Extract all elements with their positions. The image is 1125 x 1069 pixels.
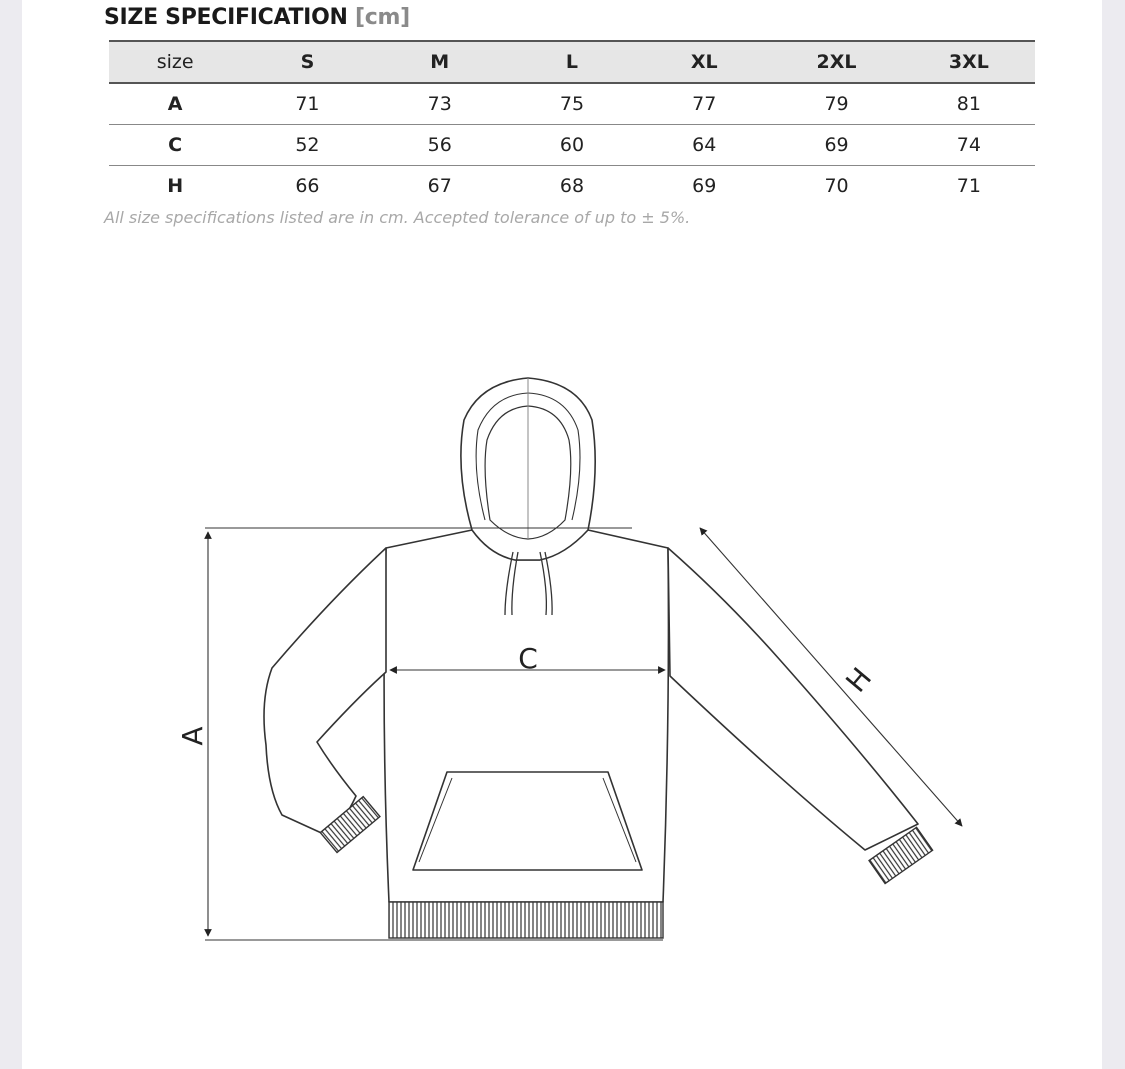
row-label: C <box>109 125 241 166</box>
table-cell: 70 <box>824 175 849 197</box>
table-cell: 79 <box>770 83 902 125</box>
header-cell: 2XL <box>770 41 902 83</box>
table-cell: 71 <box>956 175 981 197</box>
row-label: A <box>109 83 241 125</box>
header-cell: L <box>506 41 638 83</box>
table-cell: 68 <box>559 175 585 197</box>
tolerance-note: All size specifications listed are in cm. Accepted tolerance of up to ± 5%. <box>104 208 691 227</box>
table-cell: 77 <box>638 83 770 125</box>
table-cell: 52 <box>241 125 373 166</box>
left-sleeve <box>264 548 386 836</box>
table-cell: 71 <box>241 83 373 125</box>
table-cell: 69 <box>692 175 717 197</box>
table-cell: 67 <box>427 175 452 197</box>
table-cell: 75 <box>506 83 638 125</box>
header-cell: S <box>241 41 373 83</box>
waistband-rib <box>389 902 663 938</box>
header-cell: size <box>109 41 241 83</box>
kangaroo-pocket <box>413 772 642 870</box>
right-sleeve <box>668 548 918 850</box>
label-c: C <box>518 642 538 675</box>
table-cell: 64 <box>638 125 770 166</box>
table-cell: 60 <box>506 125 638 166</box>
header-cell: M <box>374 41 506 83</box>
table-cell: 56 <box>374 125 506 166</box>
table-cell: 74 <box>903 125 1035 166</box>
label-a: A <box>176 726 209 746</box>
header-cell: XL <box>638 41 770 83</box>
table-cell: 81 <box>903 83 1035 125</box>
header-cell: 3XL <box>903 41 1035 83</box>
title-text: SIZE SPECIFICATION <box>104 5 348 30</box>
title-unit: [cm] <box>354 5 410 30</box>
label-h: H <box>839 661 879 699</box>
row-label: H <box>167 175 184 197</box>
table-cell: 69 <box>770 125 902 166</box>
table-cell: 73 <box>374 83 506 125</box>
table-cell: 66 <box>295 175 320 197</box>
